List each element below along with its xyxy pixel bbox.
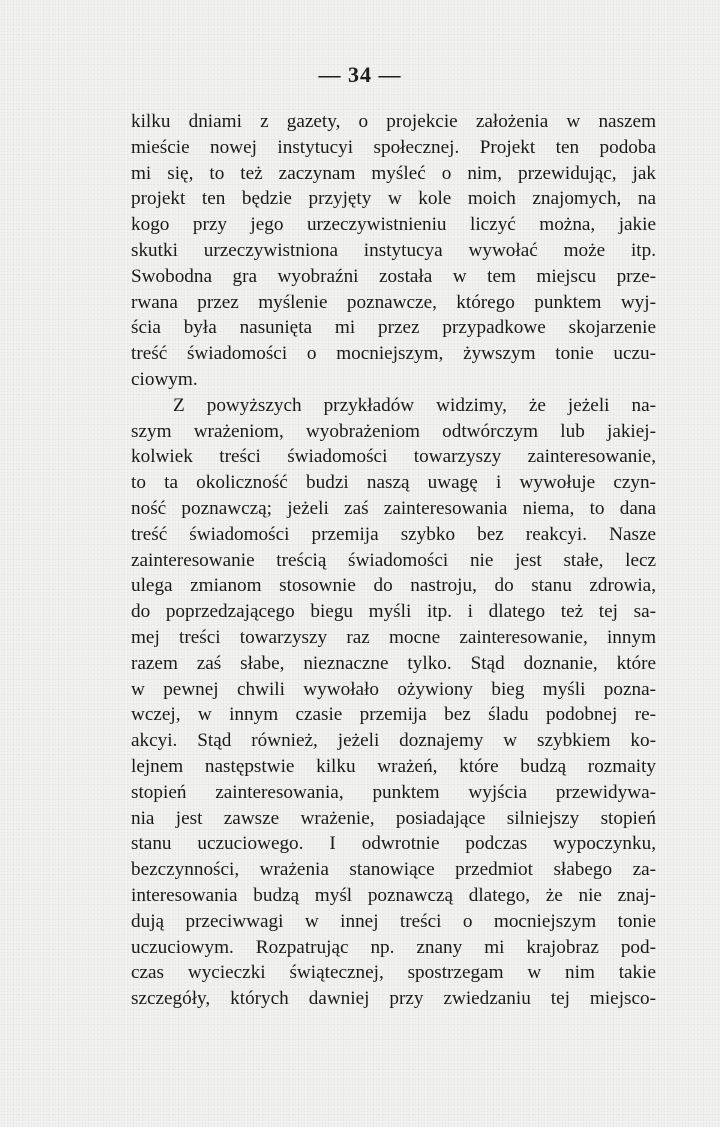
text-line: ścia była nasunięta mi przez przypadkowe skojarzenie [131, 317, 656, 339]
text-line: rwana przez myślenie poznawcze, którego punktem wyj- [131, 291, 656, 313]
text-line: skutki urzeczywistniona instytucya wywołać może itp. [131, 239, 656, 261]
text-line: interesowania budzą myśl poznawczą dlatego, że nie znaj- [131, 884, 656, 906]
text-line: Swobodna gra wyobraźni została w tem miejscu prze- [131, 265, 656, 287]
paragraph-2 [131, 393, 656, 1012]
text-line: razem zaś słabe, nieznaczne tylko. Stąd doznanie, które [131, 652, 656, 674]
text-line: ność poznawczą; jeżeli zaś zainteresowania niema, to dana [131, 497, 656, 519]
text-line: nia jest zawsze wrażenie, posiadające silniejszy stopień [131, 807, 656, 829]
text-line: mieście nowej instytucyi społecznej. Projekt ten podoba [131, 136, 656, 158]
text-line: akcyi. Stąd również, jeżeli doznajemy w szybkiem ko- [131, 730, 656, 752]
text-line: ciowym. [131, 368, 198, 390]
text-line: ulega zmianom stosownie do nastroju, do stanu zdrowia, [131, 575, 656, 597]
page-number: — 34 — [318, 62, 402, 87]
text-line: wczej, w innym czasie przemija bez śladu podobnej re- [131, 704, 656, 726]
text-line: do poprzedzającego biegu myśli itp. i dlatego też tej sa- [131, 601, 656, 623]
text-line: kogo przy jego urzeczywistnieniu liczyć można, jakie [131, 214, 656, 236]
text-line: Z powyższych przykładów widzimy, że jeżeli na- [173, 394, 656, 416]
paragraph-1 [131, 109, 656, 393]
text-line: to ta okoliczność budzi naszą uwagę i wywołuje czyn- [131, 472, 656, 494]
text-line: treść świadomości przemija szybko bez reakcyi. Nasze [131, 523, 656, 545]
text-line: zainteresowanie treścią świadomości nie jest stałe, lecz [131, 549, 656, 571]
text-line: czas wycieczki świątecznej, spostrzegam w nim takie [131, 962, 656, 984]
text-line: mej treści towarzyszy raz mocne zainteresowanie, innym [131, 626, 656, 648]
text-line: szczegóły, których dawniej przy zwiedzaniu tej miejsco- [131, 988, 656, 1010]
text-line: projekt ten będzie przyjęty w kole moich znajomych, na [131, 188, 656, 210]
text-line: stanu uczuciowego. I odwrotnie podczas wypoczynku, [131, 833, 656, 855]
text-line: szym wrażeniom, wyobrażeniom odtwórczym lub jakiej- [131, 420, 656, 442]
text-line: bezczynności, wrażenia stanowiące przedmiot słabego za- [131, 859, 656, 881]
text-line: w pewnej chwili wywołało ożywiony bieg myśli pozna- [131, 678, 656, 700]
text-line: uczuciowym. Rozpatrując np. znany mi krajobraz pod- [131, 936, 656, 958]
text-line: kilku dniami z gazety, o projekcie założenia w naszem [131, 111, 656, 132]
body-text [131, 109, 656, 1012]
text-line: treść świadomości o mocniejszym, żywszym tonie uczu- [131, 343, 656, 365]
text-line: stopień zainteresowania, punktem wyjścia przewidywa- [131, 781, 656, 803]
text-line: kolwiek treści świadomości towarzyszy zainteresowanie, [131, 446, 656, 468]
text-line: dują przeciwwagi w innej treści o mocniejszym tonie [131, 910, 656, 932]
text-line: lejnem następstwie kilku wrażeń, które budzą rozmaity [131, 755, 656, 777]
text-line: mi się, to też zaczynam myśleć o nim, przewidując, jak [131, 162, 656, 184]
